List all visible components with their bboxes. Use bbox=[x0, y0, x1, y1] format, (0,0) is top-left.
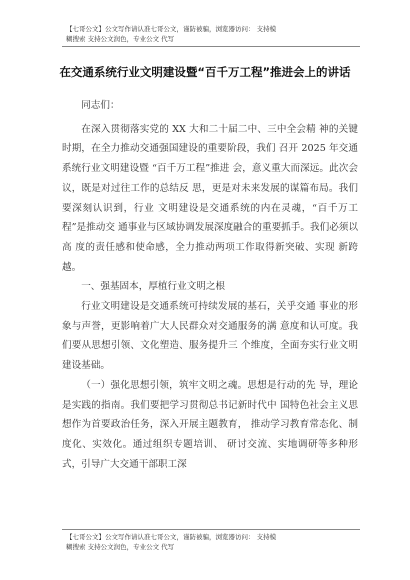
section-heading-1: 一、强基固本，厚植行业文明之根 bbox=[81, 281, 226, 293]
header-line-2: 糊搜索 支持公文润色，专业公文 代写 bbox=[66, 35, 175, 43]
header-divider bbox=[62, 46, 360, 47]
page-footer bbox=[66, 532, 356, 552]
document-body bbox=[62, 96, 358, 474]
document-title: 在交通系统行业文明建设暨“百千万工程”推进会上的讲话 bbox=[59, 65, 351, 79]
paragraph-2: 行业文明建设是交通系统可持续发展的基石，关乎交通 事业的形象与声誉，更影响着广大人民群众对交通服务的满 意度和认可度。我们要从思想引领、文化塑造、服务提升三 个维度，全面夯实行业文明建设基础。 bbox=[62, 301, 358, 372]
footer-line-1: 【七哥公文】公文写作请认准七哥公文，谨防被骗，浏览器访问： 支持模 bbox=[66, 533, 277, 541]
page-header bbox=[66, 24, 356, 44]
footer-divider bbox=[62, 529, 360, 530]
footer-line-2: 糊搜索 支持公文润色，专业公文 代写 bbox=[66, 543, 175, 551]
header-line-1: 【七哥公文】公文写作请认准七哥公文，谨防被骗，浏览器访问： 支持模 bbox=[66, 25, 277, 33]
paragraph-1: 在深入贯彻落实党的 XX 大和二十届二中、三中全会精 神的关键时期，在全力推动交通强国建设的重要阶段，我们 召开 2025 年交通系统行业文明建设暨 “百千万工程”推进 会，意义重大而深远。此次会议，既是对过往工作的总结反 思，更是对未来发展的谋篇布局。我们要深刻认识到，行业 文明建设是交通系统的内在灵魂，“百千万工程”是推动交 通事业与区域协调发展深度融合的重要抓手。我们必须以高 度的责任感和使命感，全力推动两项工作取得新突破、实现 新跨越。 bbox=[62, 123, 358, 273]
greeting: 同志们： bbox=[81, 100, 120, 111]
paragraph-3: （一）强化思想引领，筑牢文明之魂。思想是行动的先 导，理论是实践的指南。我们要把学习贯彻总书记新时代中 国特色社会主义思想作为首要政治任务，深入开展主题教育， 推动学习教育常态化、制度化、实效化。通过组织专题培训、 研讨交流、实地调研等多种形式，引导广大交通干部职工深 bbox=[62, 379, 358, 470]
